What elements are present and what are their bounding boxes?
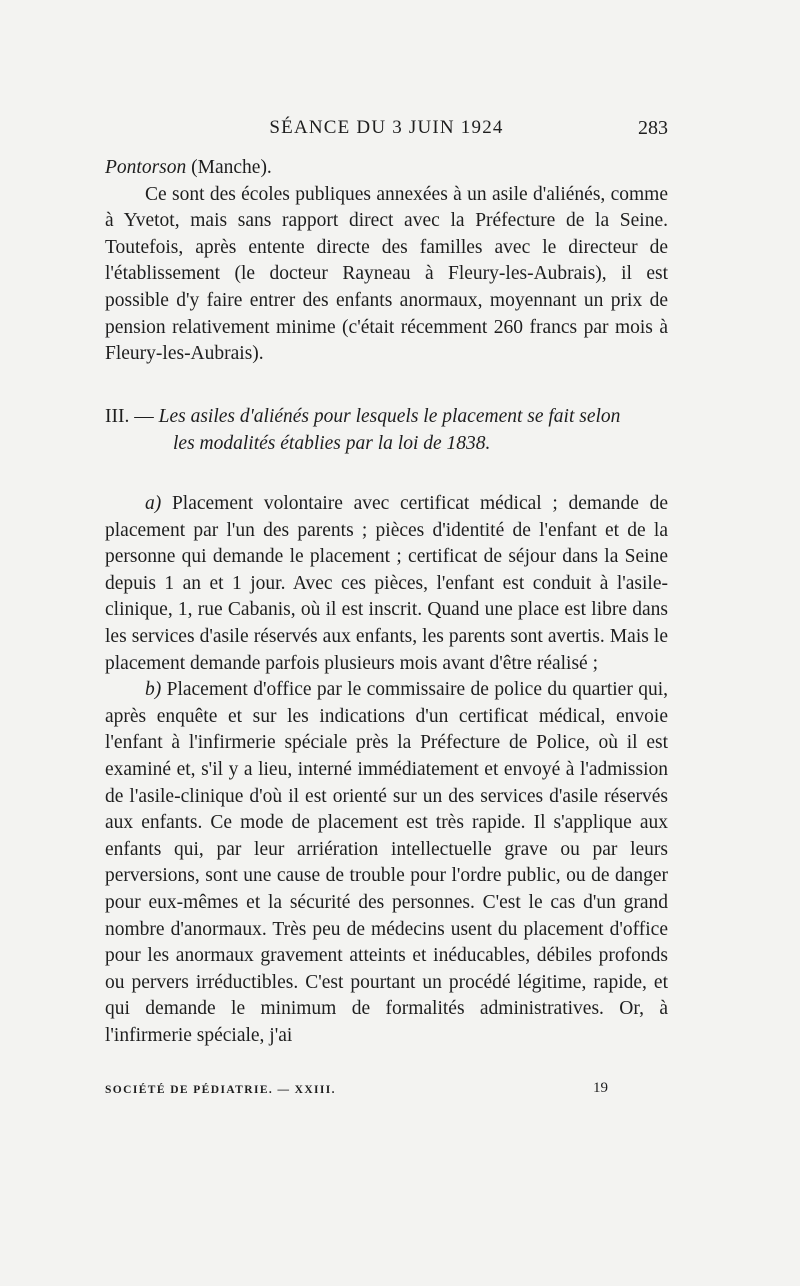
- heading-line-1: [105, 404, 668, 431]
- heading-title-line-1: Les asiles d'aliénés pour lesquels le placement se fait selon: [158, 406, 621, 427]
- page-footer: [105, 1080, 668, 1104]
- paragraph-a-label: a): [145, 493, 162, 514]
- signature-mark: 19: [593, 1080, 608, 1096]
- heading-title-line-2: les modalités établies par la loi de 1838.: [173, 432, 491, 454]
- body-section: [105, 491, 668, 1049]
- journal-footer: SOCIÉTÉ DE PÉDIATRIE. — XXIII.: [105, 1084, 336, 1096]
- paragraph-b-text: Placement d'office par le commissaire de police du quartier qui, après enquête et sur les indications d'un certificat médical, envoie l'enfant à l'infirmerie spéciale près la Préfecture de Police, où il est examiné et, s'il y a lieu, interné immédiatement et envoyé à l'admission de l'asile-clinique d'où il est orienté sur un des services d'asile réservés aux enfants. Ce mode de placement est très rapide. Il s'applique aux enfants qui, par leur arriération intellectuelle grave ou par leurs perversions, sont une cause de trouble pour l'ordre public, ou de danger pour eux-mêmes et la sécurité des personnes. C'est le cas d'un grand nombre d'anormaux. Très peu de médecins usent du placement d'office pour les anormaux gravement atteints et inéducables, débiles profonds ou pervers irréductibles. C'est pourtant un procédé légitime, rapide, et qui demande le minimum de formalités administratives. Or, à l'infirmerie spéciale, j'ai: [105, 679, 668, 1046]
- section-heading: [105, 404, 668, 457]
- paragraph-b: [105, 677, 668, 1049]
- running-header: [105, 117, 668, 147]
- place-region: (Manche).: [186, 157, 272, 178]
- section-numeral: III. —: [105, 406, 159, 427]
- paragraph-a: [105, 491, 668, 677]
- running-title: SÉANCE DU 3 JUIN 1924: [269, 117, 504, 138]
- place-name: Pontorson: [105, 157, 187, 178]
- paragraph-b-label: b): [145, 679, 162, 701]
- paragraph-a-text: Placement volontaire avec certificat médical ; demande de placement par l'un des parents ; pièces d'identité de l'enfant et de la personne qui demande le placement ; certificat de séjour dans la Seine depuis 1 an et 1 jour. Avec ces pièces, l'enfant est conduit à l'asile-clinique, 1, rue Cabanis, où il est inscrit. Quand une place est libre dans les services d'asile réservés aux enfants, les parents sont avertis. Mais le placement demande parfois plusieurs mois avant d'être réalisé ;: [105, 493, 668, 674]
- place-line: [105, 155, 668, 182]
- intro-section: [105, 155, 668, 368]
- intro-paragraph: Ce sont des écoles publiques annexées à un asile d'aliénés, comme à Yvetot, mais sans rapport direct avec la Préfecture de la Seine. Toutefois, après entente directe des familles avec le directeur de l'établissement (le docteur Rayneau à Fleury-les-Aubrais), il est possible d'y faire entrer des enfants anormaux, moyennant un prix de pension relativement minime (c'était récemment 260 francs par mois à Fleury-les-Aubrais).: [105, 183, 668, 365]
- page-number: 283: [638, 117, 668, 139]
